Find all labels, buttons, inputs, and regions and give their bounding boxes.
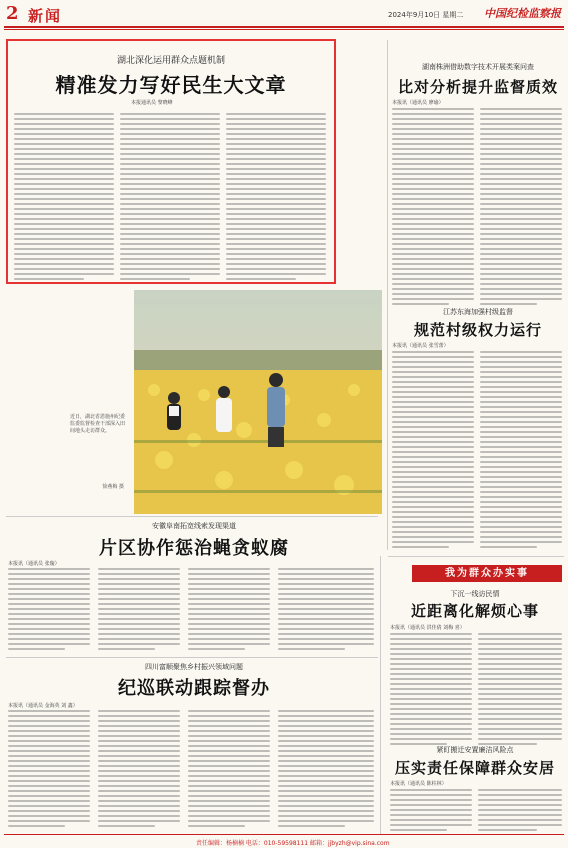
article-headline: 比对分析提升监督质效 <box>397 78 558 96</box>
article-byline: 本报讯（通讯员 张璇） <box>8 561 60 567</box>
article-body <box>480 351 562 551</box>
article-body <box>478 789 562 834</box>
article-kicker: 四川富顺聚焦乡村振兴领域问题 <box>145 663 243 671</box>
article-headline: 压实责任保障群众安居 <box>394 759 555 777</box>
article-headline: 近距离化解烦心事 <box>410 602 539 620</box>
article-body <box>98 568 180 653</box>
article-body <box>8 710 90 830</box>
row-divider <box>6 516 378 517</box>
footer-rule <box>4 834 564 835</box>
column-banner: 我为群众办实事 <box>412 565 562 582</box>
newspaper-logo: 中国纪检监察报 <box>484 7 561 20</box>
article-kicker: 湖北深化运用群众点题机制 <box>116 56 225 66</box>
article-headline: 规范村级权力运行 <box>413 321 542 339</box>
article-body <box>392 108 474 308</box>
article-headline: 纪巡联动跟踪督办 <box>118 678 270 699</box>
article-headline: 精准发力写好民生大文章 <box>55 73 287 97</box>
article-body <box>478 633 562 748</box>
news-photo <box>134 290 382 514</box>
page-number: 2 <box>6 3 19 24</box>
article-byline: 本报讯（通讯员 廖瑜） <box>392 100 444 106</box>
article-body <box>392 351 474 551</box>
header-rule <box>4 26 564 28</box>
article-body <box>278 710 374 830</box>
article-byline: 本报讯（通讯员 陈柱林） <box>390 781 447 787</box>
article-body <box>8 568 90 653</box>
article-body <box>98 710 180 830</box>
row-divider <box>6 657 378 658</box>
article-kicker: 紧盯搬迁安置廉洁风险点 <box>436 746 514 754</box>
footer-info: 责任编辑：杨楠楠 电话：010-59598111 邮箱：jjbyzh@vip.sina.com <box>196 840 390 847</box>
article-byline: 本报讯（通讯员 洪佳倩 刘梅 喜） <box>390 625 465 631</box>
article-kicker: 下沉一线访民情 <box>450 590 500 598</box>
photo-caption-block <box>6 292 126 512</box>
lead-article <box>6 39 336 284</box>
article-body <box>188 710 270 830</box>
article-body <box>390 633 472 748</box>
article-body-col1 <box>14 113 114 283</box>
issue-date: 2024年9月10日 星期二 <box>388 11 464 19</box>
column-divider <box>387 40 388 550</box>
article-body-col2 <box>120 113 220 283</box>
row-divider <box>388 556 564 557</box>
header-rule-thin <box>4 29 564 30</box>
article-kicker: 江苏东海加强村级监督 <box>443 308 513 316</box>
photo-caption: 近日，湖北省恩施州纪委监委监督检查干部深入田间地头走访群众。 <box>70 414 126 434</box>
article-body <box>480 108 562 308</box>
article-kicker: 湖南株洲借助数字技术开展类案问查 <box>422 63 534 71</box>
article-headline: 片区协作惩治蝇贪蚁腐 <box>99 538 289 559</box>
section-title: 新闻 <box>28 7 63 25</box>
article-body <box>278 568 374 653</box>
photo-credit: 徐燕梅 摄 <box>102 484 124 490</box>
article-byline: 本报通讯员 黎晓峰 <box>131 100 173 106</box>
article-body-col3 <box>226 113 326 283</box>
article-byline: 本报讯（通讯员 金海英 刘 鑫） <box>8 703 78 709</box>
article-body <box>188 568 270 653</box>
article-kicker: 安徽阜南拓宽线索发现渠道 <box>152 522 236 530</box>
article-body <box>390 789 472 834</box>
article-byline: 本报讯（通讯员 张雪蕾） <box>392 343 449 349</box>
